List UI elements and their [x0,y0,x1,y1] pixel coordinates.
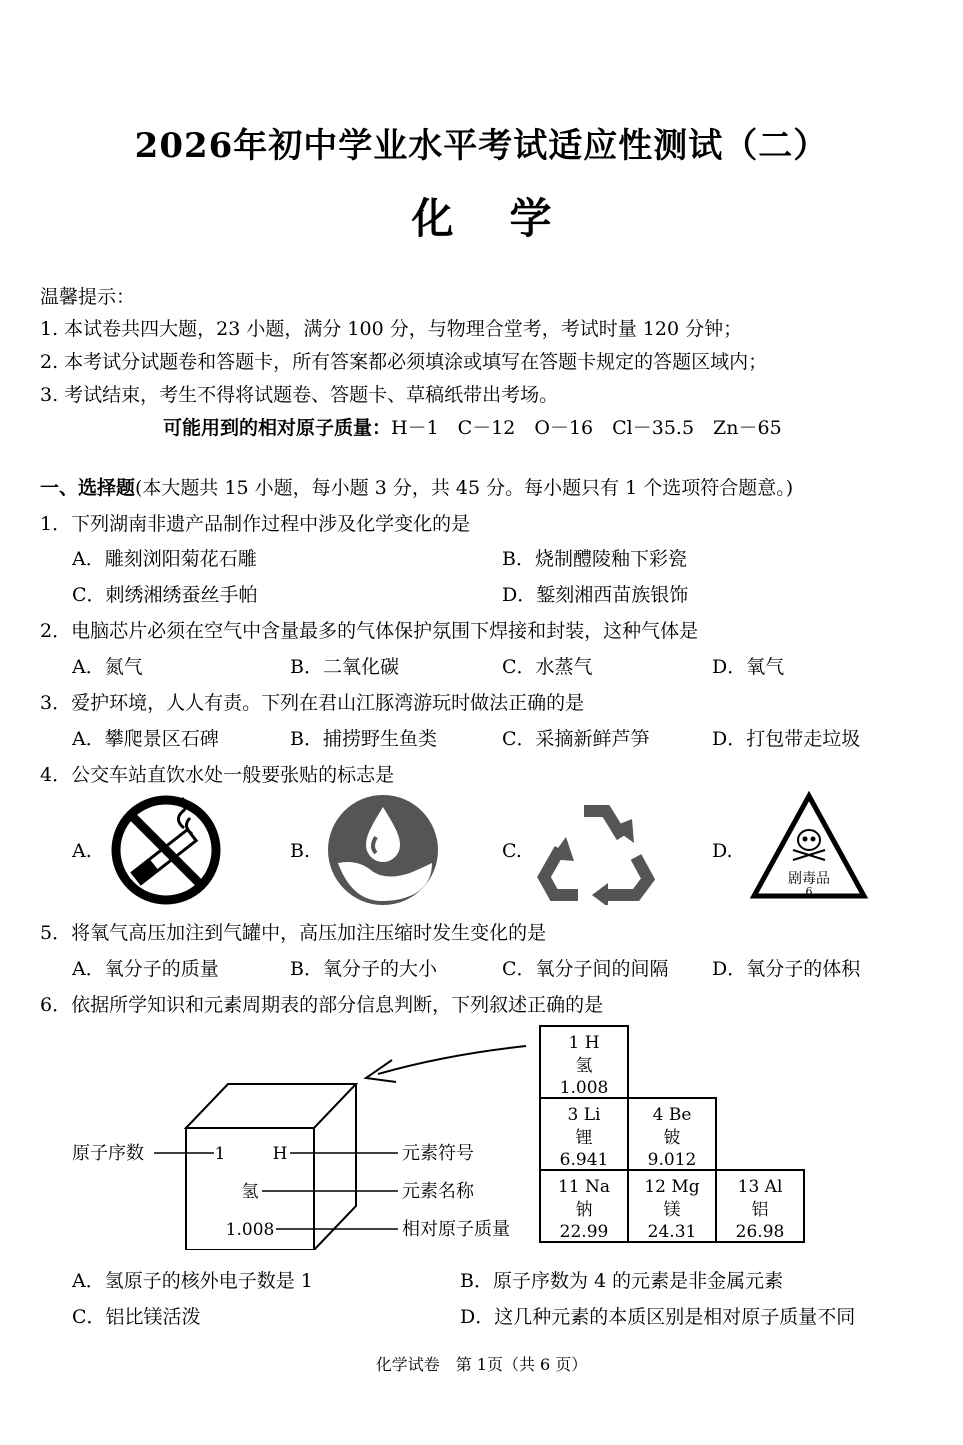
label-element-name: 元素名称 [402,1181,474,1202]
element-cell-al-header: 13 Al [737,1177,783,1197]
question-3-stem: 3．爱护环境，人人有责。下列在君山江豚湾游玩时做法正确的是 [40,692,585,714]
tip-item-3: 3. 考试结束，考生不得将试题卷、答题卡、草稿纸带出考场。 [40,384,559,406]
question-2-option-a[interactable]: A．氮气 [72,656,143,678]
element-cell-li-name: 锂 [575,1128,593,1148]
recycle-icon [536,793,660,905]
question-1-option-a[interactable]: A．雕刻浏阳菊花石雕 [72,548,257,570]
question-5-stem: 5．将氧气高压加注到气罐中，高压加注压缩时发生变化的是 [40,922,547,944]
question-5-option-b[interactable]: B．氧分子的大小 [290,958,437,980]
section-1-heading [40,473,793,500]
element-cell-h-header: 1 H [568,1033,600,1053]
element-cell-h-name: 氢 [575,1056,593,1076]
atomic-mass-values: H－1 C－12 O－16 Cl－35.5 Zn－65 [391,417,782,439]
question-1-option-b[interactable]: B．烧制醴陵釉下彩瓷 [502,548,687,570]
pointer-arrow [378,1046,526,1074]
element-cell-mg-header: 12 Mg [644,1177,700,1197]
subject-char-1: 化 [411,194,454,243]
element-diagram [0,1018,963,1250]
subject-char-2: 学 [509,194,552,243]
question-3-option-b[interactable]: B．捕捞野生鱼类 [290,728,437,750]
element-cell-na-name: 钠 [575,1200,593,1220]
exam-title: 2026年初中学业水平考试适应性测试（二） [134,126,829,166]
question-2-option-c[interactable]: C．水蒸气 [502,656,593,678]
atomic-mass-label: 可能用到的相对原子质量： [163,417,392,439]
element-cell-na-mass: 22.99 [559,1222,609,1242]
question-3-option-c[interactable]: C．采摘新鲜芦笋 [502,728,650,750]
element-cell-al-name: 铝 [751,1200,769,1220]
toxic-class: 6 [805,885,813,898]
cube-name: 氢 [241,1182,259,1202]
element-cell-be-mass: 9.012 [647,1150,697,1170]
question-4-option-d[interactable]: D. [712,840,733,862]
element-cell-na-header: 11 Na [557,1177,611,1197]
atomic-mass-line [163,413,782,440]
question-1-option-c[interactable]: C．刺绣湘绣蚕丝手帕 [72,584,258,606]
subject-title [0,186,963,246]
tip-item-2: 2. 本考试分试题卷和答题卡，所有答案都必须填涂或填写在答题卡规定的答题区域内； [40,351,768,373]
element-cell-li-mass: 6.941 [559,1150,609,1170]
tips-heading: 温馨提示： [40,286,136,308]
question-6-option-a[interactable]: A．氢原子的核外电子数是 1 [72,1270,313,1292]
question-5-option-d[interactable]: D．氧分子的体积 [712,958,861,980]
tip-item-1: 1. 本试卷共四大题，23 小题，满分 100 分，与物理合堂考，考试时量 120 分钟； [40,318,743,340]
question-3-option-a[interactable]: A．攀爬景区石碑 [72,728,219,750]
question-2-option-d[interactable]: D．氧气 [712,656,785,678]
element-cell-li-header: 3 Li [567,1105,601,1125]
toxic-label: 剧毒品 [788,871,830,887]
cube-mass: 1.008 [225,1220,275,1240]
element-cell-al-mass: 26.98 [735,1222,785,1242]
question-4-option-c[interactable]: C. [502,840,522,862]
element-cell-h-mass: 1.008 [559,1078,609,1098]
question-5-option-a[interactable]: A．氧分子的质量 [72,958,219,980]
element-cell-be-header: 4 Be [652,1105,692,1125]
question-2-stem: 2．电脑芯片必须在空气中含量最多的气体保护氛围下焊接和封装，这种气体是 [40,620,699,642]
question-1-stem: 1．下列湖南非遗产品制作过程中涉及化学变化的是 [40,513,471,535]
question-3-option-d[interactable]: D．打包带走垃圾 [712,728,861,750]
no-smoking-icon [106,794,226,906]
question-2-option-b[interactable]: B．二氧化碳 [290,656,399,678]
question-4-option-a[interactable]: A. [72,840,92,862]
label-atomic-number: 原子序数 [72,1143,144,1164]
cube-number: 1 [214,1144,226,1164]
question-4-stem: 4．公交车站直饮水处一般要张贴的标志是 [40,764,395,786]
element-cell-mg-mass: 24.31 [647,1222,697,1242]
page-footer: 化学试卷 第 1页（共 6 页） [375,1355,588,1374]
question-5-option-c[interactable]: C．氧分子间的间隔 [502,958,669,980]
toxic-icon [748,790,870,902]
cube-symbol: H [272,1144,288,1164]
label-atomic-mass: 相对原子质量 [402,1219,510,1240]
element-cell-mg-name: 镁 [663,1200,681,1220]
label-element-symbol: 元素符号 [402,1143,474,1164]
question-6-stem: 6．依据所学知识和元素周期表的部分信息判断，下列叙述正确的是 [40,994,604,1016]
question-6-option-c[interactable]: C．铝比镁活泼 [72,1306,201,1328]
question-6-option-b[interactable]: B．原子序数为 4 的元素是非金属元素 [460,1270,784,1292]
section-1-title: 一、选择题 [40,477,136,499]
element-cell-be-name: 铍 [663,1128,681,1148]
section-1-note: (本大题共 15 小题，每小题 3 分，共 45 分。每小题只有 1 个选项符合题意。) [135,477,794,499]
question-6-option-d[interactable]: D．这几种元素的本质区别是相对原子质量不同 [460,1306,856,1328]
water-saving-icon [326,793,440,907]
question-1-option-d[interactable]: D．錾刻湘西苗族银饰 [502,584,689,606]
question-4-option-b[interactable]: B. [290,840,311,862]
